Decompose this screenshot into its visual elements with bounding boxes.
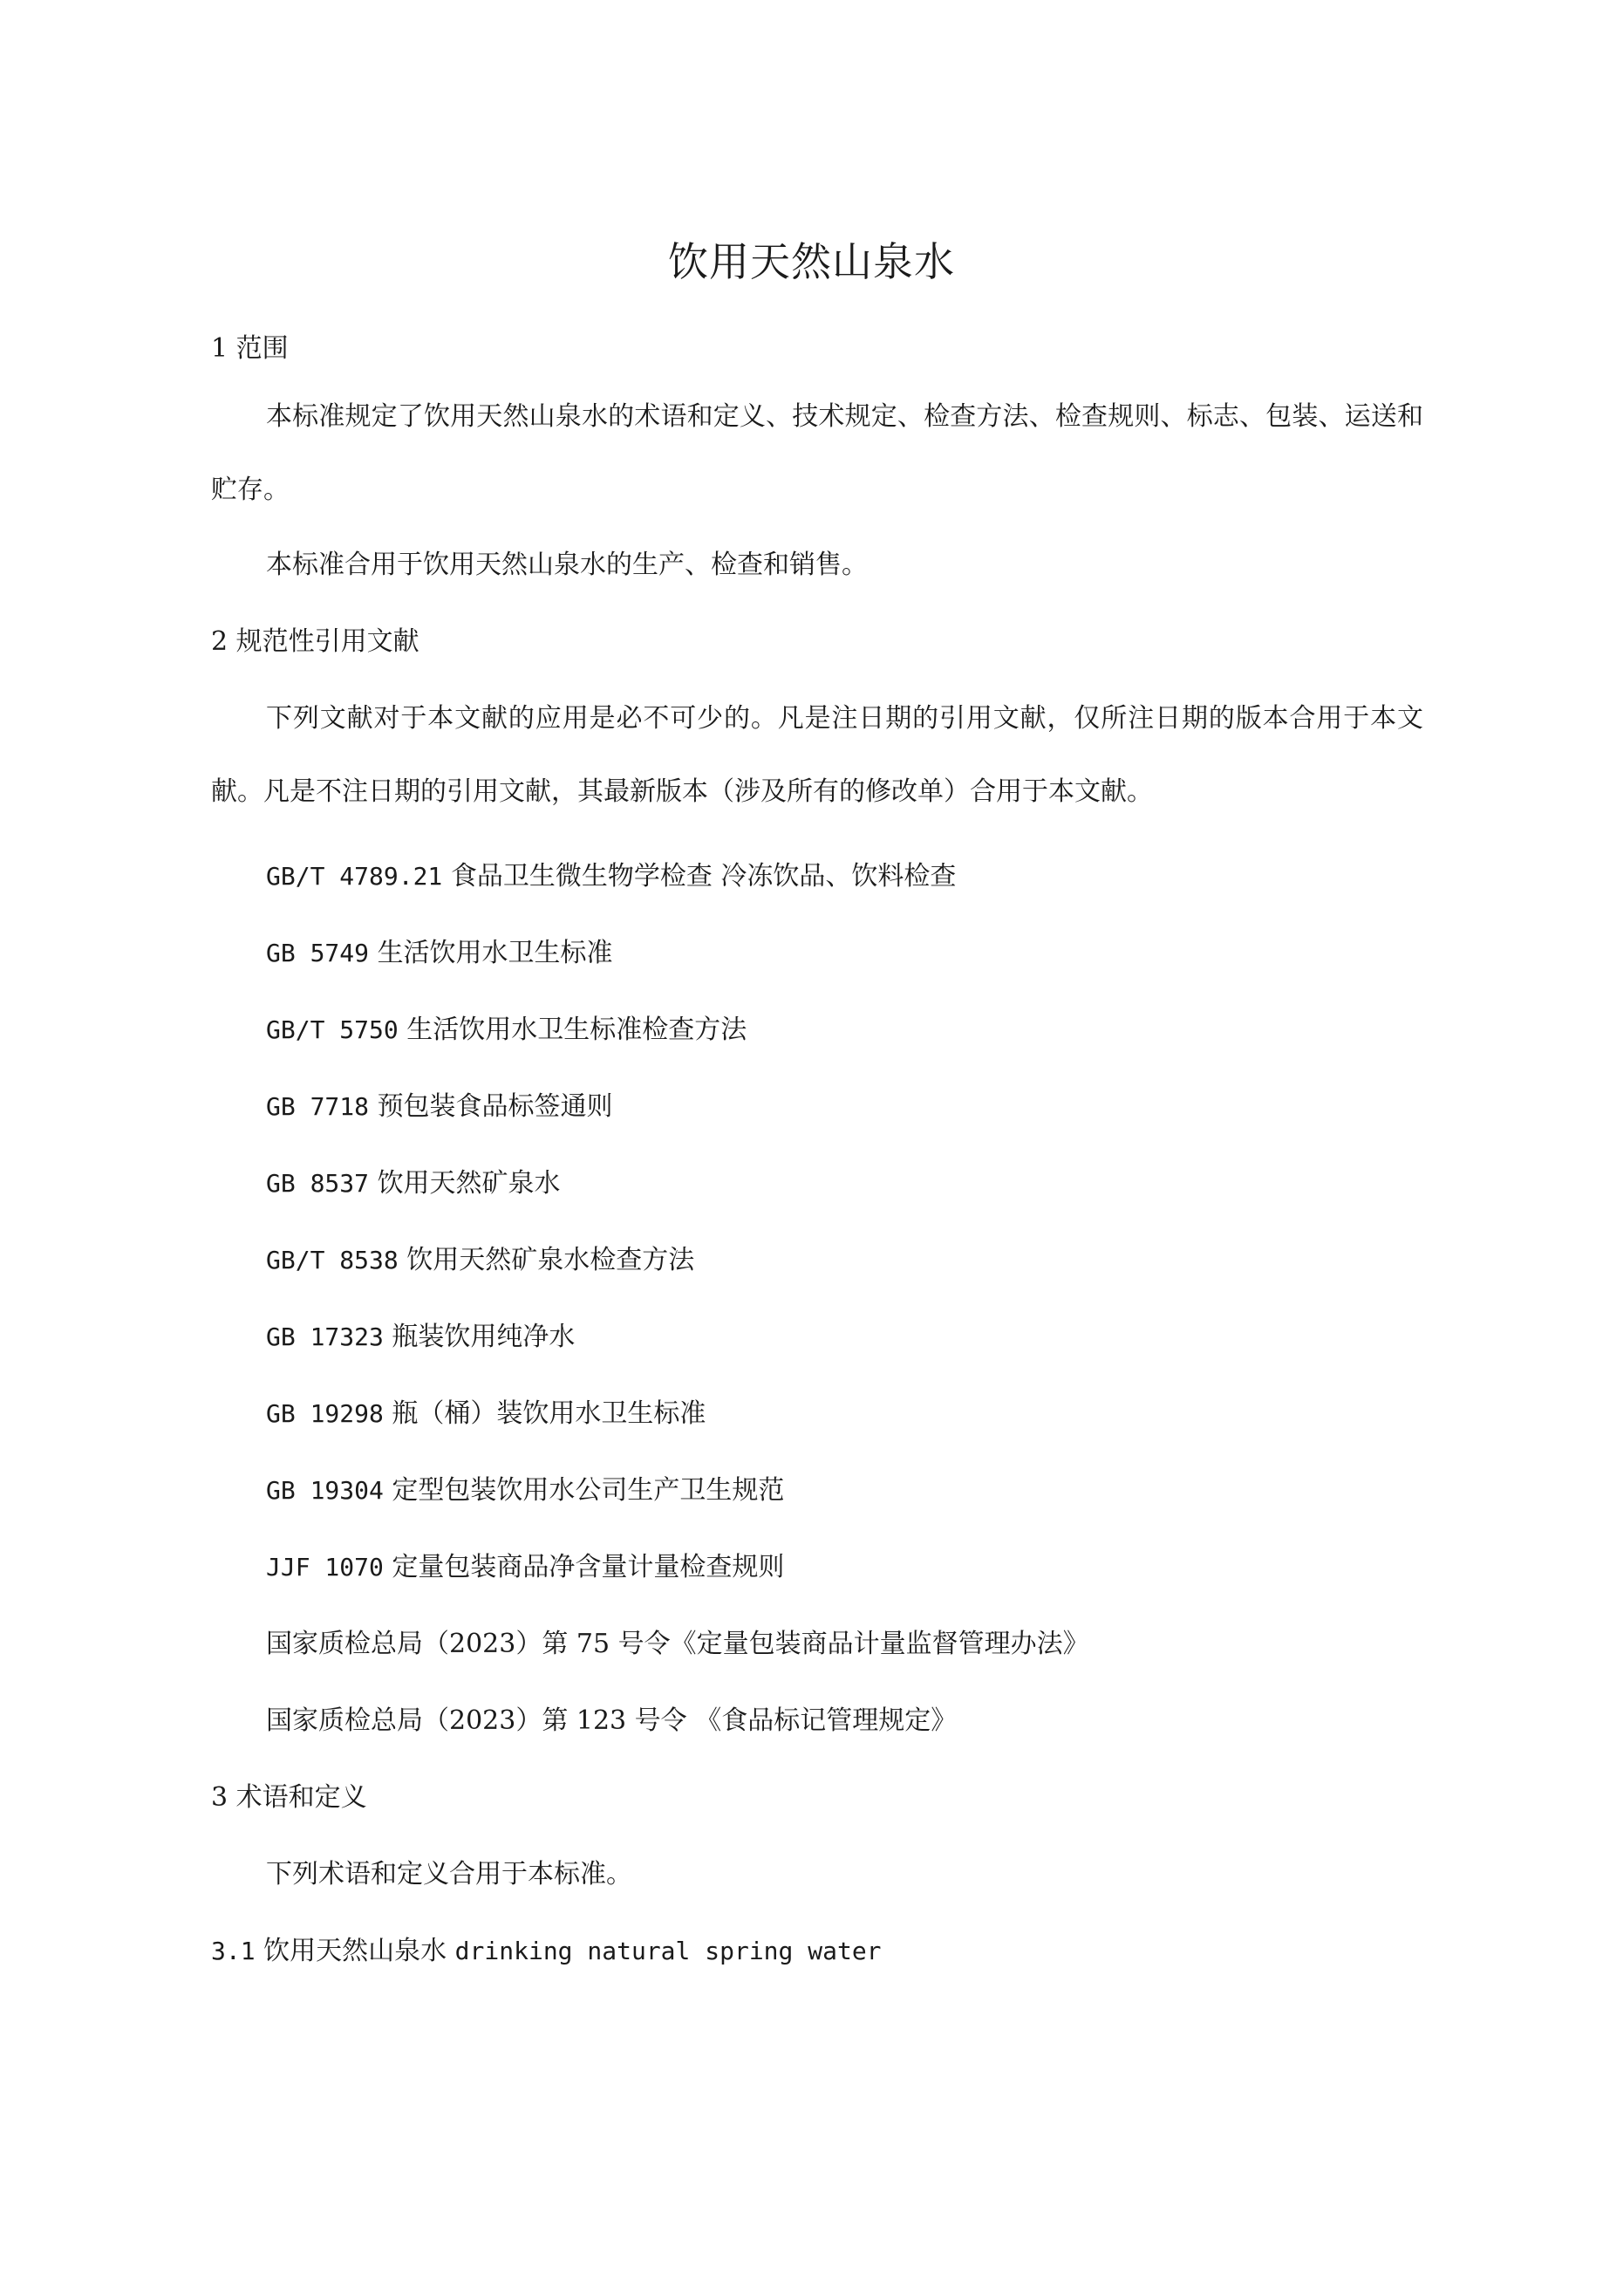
reference-item — [266, 859, 956, 894]
reference-title: 瓶（桶）装饮用水卫生标准 — [392, 1398, 706, 1429]
reference-code: GB/T 4789.21 — [266, 862, 443, 891]
section-3-heading: 3 术语和定义 — [211, 1782, 367, 1813]
reference-title: 瓶装饮用纯净水 — [392, 1322, 576, 1352]
reference-title: 预包装食品标签通则 — [377, 1091, 613, 1122]
reference-code: GB/T 8538 — [266, 1246, 399, 1274]
reference-item — [266, 1704, 957, 1739]
reference-title: 食品卫生微生物学检查 冷冻饮品、饮料检查 — [442, 861, 957, 892]
term-chinese: 饮用天然山泉水 — [263, 1936, 447, 1966]
reference-title: 国家质检总局（2023）第 123 号令 《食品标记管理规定》 — [266, 1705, 958, 1736]
section-1-paragraph-scope: 本标准规定了饮用天然山泉水的术语和定义、技术规定、检查方法、检查规则、标志、包装、运送和贮存。 — [211, 401, 1423, 505]
reference-title: 定型包装饮用水公司生产卫生规范 — [392, 1475, 785, 1506]
term-english: drinking natural spring water — [454, 1937, 882, 1965]
section-1-heading: 1 范围 — [211, 333, 289, 364]
reference-code: GB 7718 — [266, 1092, 370, 1121]
term-heading — [211, 1934, 882, 1969]
reference-item — [266, 1166, 561, 1201]
reference-code: GB 17323 — [266, 1322, 384, 1351]
reference-title: 生活饮用水卫生标准 — [377, 938, 613, 968]
reference-code: GB 19304 — [266, 1476, 384, 1505]
reference-item — [266, 1550, 784, 1585]
section-1-paragraph-applicability: 本标准合用于饮用天然山泉水的生产、检查和销售。 — [266, 550, 868, 580]
reference-title: 国家质检总局（2023）第 75 号令《定量包装商品计量监督管理办法》 — [266, 1629, 1089, 1659]
reference-code: JJF 1070 — [266, 1553, 384, 1582]
reference-item — [266, 1013, 747, 1048]
reference-item — [266, 936, 613, 971]
reference-code: GB/T 5750 — [266, 1015, 399, 1044]
document-title: 饮用天然山泉水 — [668, 238, 955, 285]
reference-title: 饮用天然矿泉水检查方法 — [406, 1245, 695, 1275]
reference-title: 饮用天然矿泉水 — [377, 1168, 561, 1199]
section-2-intro-paragraph: 下列文献对于本文献的应用是必不可少的。凡是注日期的引用文献，仅所注日期的版本合用于本文献。凡是不注日期的引用文献，其最新版本（涉及所有的修改单）合用于本文献。 — [211, 703, 1423, 807]
reference-item — [266, 1243, 694, 1278]
reference-item — [266, 1090, 613, 1124]
reference-item — [266, 1627, 1089, 1662]
reference-item — [266, 1397, 706, 1432]
reference-code: GB 5749 — [266, 939, 370, 967]
reference-code: GB 19298 — [266, 1399, 384, 1428]
section-3-intro: 下列术语和定义合用于本标准。 — [266, 1859, 632, 1889]
reference-title: 定量包装商品净含量计量检查规则 — [392, 1552, 785, 1582]
reference-item — [266, 1320, 575, 1355]
reference-title: 生活饮用水卫生标准检查方法 — [406, 1015, 747, 1045]
section-2-heading: 2 规范性引用文献 — [211, 626, 419, 657]
reference-item — [266, 1473, 784, 1508]
reference-code: GB 8537 — [266, 1169, 370, 1198]
term-number: 3.1 — [211, 1937, 256, 1965]
